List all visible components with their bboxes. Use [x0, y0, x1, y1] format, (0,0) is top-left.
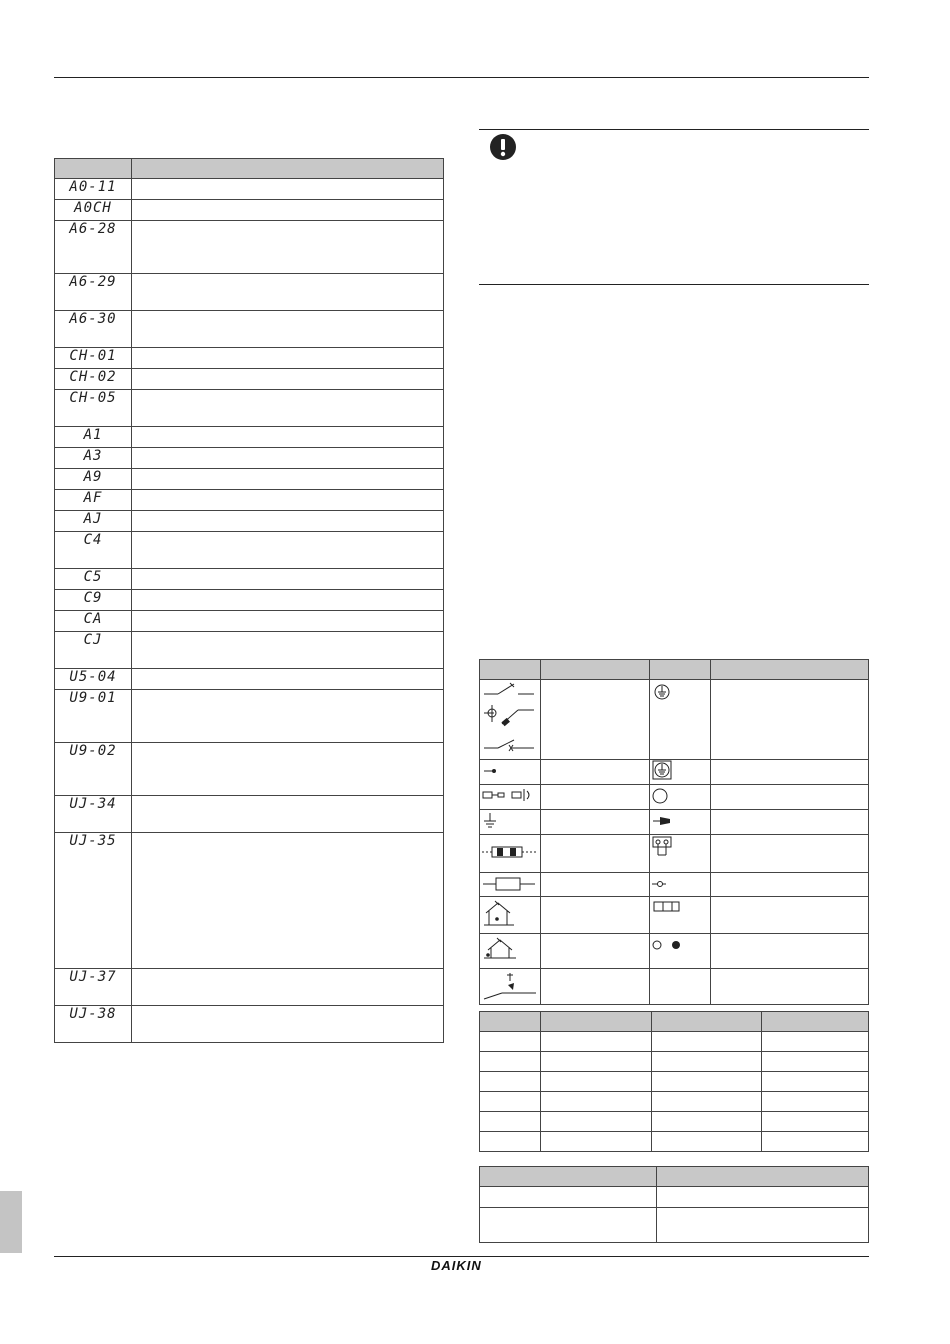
error-code: CA [55, 611, 132, 632]
error-code-table [54, 158, 444, 1043]
error-code: A3 [55, 448, 132, 469]
error-code: A0-11 [55, 179, 132, 200]
error-code: CJ [55, 632, 132, 669]
terminal-block-icon [650, 897, 680, 919]
table-row [55, 833, 444, 969]
terminal-symbol-icon [650, 873, 680, 895]
table-row [55, 632, 444, 669]
table-row [55, 590, 444, 611]
footer-rule [54, 1256, 869, 1257]
table-row [55, 1006, 444, 1043]
notice-bottom-rule [479, 284, 869, 285]
error-code: UJ-38 [55, 1006, 132, 1043]
notice-top-rule [479, 129, 869, 130]
outdoor-unit-icon [480, 934, 538, 966]
error-code: UJ-35 [55, 833, 132, 969]
table-row [55, 221, 444, 274]
error-code: A1 [55, 427, 132, 448]
error-code: C9 [55, 590, 132, 611]
table-row [480, 1112, 869, 1132]
error-code: CH-01 [55, 348, 132, 369]
table-row [480, 1072, 869, 1092]
table-row [480, 680, 869, 760]
table-row [480, 897, 869, 934]
daikin-logo: DAIKIN [431, 1258, 482, 1273]
error-code: A9 [55, 469, 132, 490]
table-row [480, 1032, 869, 1052]
connection-symbol-icon [480, 760, 538, 780]
colour-code-table [479, 1011, 869, 1152]
error-code: U5-04 [55, 669, 132, 690]
error-code: A0CH [55, 200, 132, 221]
table-row [55, 743, 444, 796]
field-supply-switch-icon [480, 969, 538, 1003]
table-row [55, 348, 444, 369]
table-row [480, 1132, 869, 1152]
table-header-row [480, 660, 869, 680]
error-code: C5 [55, 569, 132, 590]
table-row [480, 1052, 869, 1072]
table-row [480, 835, 869, 873]
ground-symbol-icon [650, 680, 680, 702]
plug-symbol-icon [650, 810, 680, 832]
table-header-cell [55, 159, 132, 179]
error-code: U9-01 [55, 690, 132, 743]
wiring-symbol-table [479, 659, 869, 1005]
terminal-strip-icon [480, 835, 538, 871]
circle-symbol-icon [650, 785, 680, 807]
error-code: AJ [55, 511, 132, 532]
jumper-symbol-icon [650, 835, 680, 865]
indoor-unit-icon [480, 897, 538, 931]
table-row [55, 611, 444, 632]
error-code: C4 [55, 532, 132, 569]
table-header-row [480, 1012, 869, 1032]
table-row [480, 1187, 869, 1208]
table-header-cell [132, 159, 444, 179]
error-code: A6-28 [55, 221, 132, 274]
table-row [480, 1092, 869, 1112]
error-code: UJ-37 [55, 969, 132, 1006]
error-code: A6-30 [55, 311, 132, 348]
table-row [55, 490, 444, 511]
table-row [55, 690, 444, 743]
table-row [55, 969, 444, 1006]
table-header-row [55, 159, 444, 179]
table-row [55, 369, 444, 390]
fuse-symbol-icon [480, 873, 538, 895]
chapter-side-tab [0, 1191, 22, 1253]
table-row [480, 810, 869, 835]
earth-symbol-icon [480, 810, 538, 830]
table-row [55, 427, 444, 448]
open-closed-dot-icon [650, 934, 690, 956]
error-code: U9-02 [55, 743, 132, 796]
table-row [55, 669, 444, 690]
symbol-legend-table [479, 1166, 869, 1243]
error-code: AF [55, 490, 132, 511]
table-row [55, 511, 444, 532]
connector-symbol-icon [480, 785, 538, 805]
table-row [55, 569, 444, 590]
table-row [480, 760, 869, 785]
table-row [55, 200, 444, 221]
warning-icon [489, 133, 517, 161]
table-row [480, 785, 869, 810]
table-row [55, 311, 444, 348]
table-row [55, 469, 444, 490]
table-row [55, 274, 444, 311]
error-code: UJ-34 [55, 796, 132, 833]
table-row [480, 1208, 869, 1243]
protective-earth-icon [650, 760, 680, 782]
table-row [55, 796, 444, 833]
table-header-row [480, 1167, 869, 1187]
header-rule [54, 77, 869, 78]
table-row [55, 390, 444, 427]
error-code: CH-02 [55, 369, 132, 390]
table-row [480, 969, 869, 1005]
table-row [480, 934, 869, 969]
switch-symbols-icon [480, 680, 538, 758]
table-row [480, 873, 869, 897]
error-code: A6-29 [55, 274, 132, 311]
table-row [55, 179, 444, 200]
table-row [55, 532, 444, 569]
error-code: CH-05 [55, 390, 132, 427]
table-row [55, 448, 444, 469]
